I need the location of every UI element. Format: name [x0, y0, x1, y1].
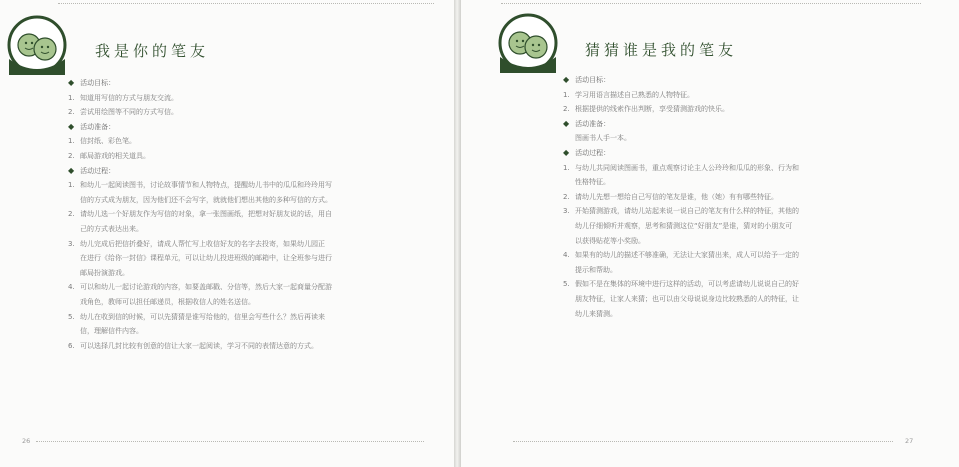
list-item-number: 5.	[563, 280, 570, 289]
list-item-continuation: 提示和帮助。	[575, 265, 617, 274]
list-item-text: 和幼儿一起阅读图书，讨论故事情节和人物特点，提醒幼儿书中的瓜瓜和玲玲用写	[80, 181, 332, 190]
section-heading-text: 活动过程：	[80, 166, 116, 175]
list-item	[68, 105, 448, 120]
list-item-number: 2.	[68, 108, 75, 117]
section-heading-text: 活动目标：	[80, 79, 116, 87]
list-item-continuation: 性格特征。	[575, 178, 610, 187]
list-item-continuation: 以获得贴花等小奖励。	[575, 236, 645, 245]
list-item-continuation: 信，理解信件内容。	[80, 327, 143, 336]
list-item	[563, 88, 953, 103]
list-item-continuation: 朋友特征，让家人来猜；也可以由父母说说身边比较熟悉的人的特征，让	[575, 294, 799, 303]
list-item-continuation: 幼儿仔细倾听并观察，思考和猜测这位“好朋友”是谁，猜对的小朋友可	[575, 221, 793, 230]
list-item-text: 根据提供的线索作出判断，享受猜测游戏的快乐。	[575, 105, 729, 114]
list-item-number: 1.	[68, 181, 75, 190]
list-item-continuation: 戏角色，教师可以担任邮递员，根据收信人的姓名送信。	[80, 297, 255, 306]
list-item-text: 请幼儿先想一想给自己写信的笔友是谁，他（她）有有哪些特征。	[575, 192, 778, 201]
list-item-number: 3.	[563, 207, 570, 216]
list-item-text: 信封纸、彩色笔。	[80, 137, 136, 146]
list-item	[68, 280, 448, 295]
section-heading	[68, 164, 448, 179]
list-item	[563, 102, 953, 117]
list-item	[68, 149, 448, 164]
diamond-bullet-icon: ◆	[563, 75, 570, 84]
diamond-bullet-icon: ◆	[68, 78, 75, 87]
list-item-continuation: 信的方式成为朋友，因为他们还不会写字，就就他们想出其他的多种写信的方式。	[80, 195, 332, 204]
list-item	[68, 310, 448, 325]
diamond-bullet-icon: ◆	[563, 118, 570, 128]
top-dotted-rule	[58, 3, 434, 4]
list-item-number: 2.	[68, 151, 75, 160]
list-item	[68, 207, 448, 222]
list-item	[68, 134, 448, 149]
left-page-body	[68, 76, 448, 353]
list-item	[563, 248, 953, 263]
list-item	[68, 339, 448, 354]
list-item-text: 请幼儿选一个好朋友作为写信的对象，拿一张图画纸，把想对好朋友说的话，用自	[80, 210, 332, 219]
list-item-continuation: 邮局扮演游戏。	[80, 268, 129, 277]
right-page	[461, 0, 959, 467]
list-item-number: 2.	[68, 210, 75, 219]
list-item-text: 如果有的幼儿的描述不够准确，无法让大家猜出来，成人可以给予一定的	[575, 251, 799, 260]
bottom-dotted-rule	[36, 441, 424, 442]
list-item-text: 幼儿在收到信的时候，可以先猜猜是谁写给他的，信里会写些什么？然后再读来	[80, 312, 325, 321]
list-item	[563, 161, 953, 176]
list-item-number: 2.	[563, 105, 570, 114]
list-item-number: 1.	[563, 163, 570, 172]
page-title: 我是你的笔友	[95, 42, 210, 60]
diamond-bullet-icon: ◆	[68, 165, 75, 175]
list-item-text: 可以选择几封比较有创意的信让大家一起阅读，学习不同的表情达意的方式。	[80, 341, 318, 350]
list-item-continuation: 己的方式表达出来。	[80, 224, 143, 233]
section-heading-text: 活动过程：	[575, 148, 611, 157]
list-item-number: 4.	[563, 251, 570, 260]
list-item-text: 学习用语言描述自己熟悉的人物特征。	[575, 90, 694, 99]
list-item-number: 3.	[68, 239, 75, 248]
book-gutter	[454, 0, 461, 467]
section-heading	[68, 76, 448, 91]
list-item-text: 知道用写信的方式与朋友交流。	[80, 93, 178, 102]
activity-logo-icon	[7, 15, 67, 75]
list-item-number: 4.	[68, 283, 75, 292]
page-number: 27	[905, 437, 914, 445]
left-page	[0, 0, 454, 467]
diamond-bullet-icon: ◆	[68, 121, 75, 131]
list-item-text: 假如不是在集体的环境中进行这样的活动，可以考虑请幼儿说说自己的好	[575, 280, 799, 289]
bottom-dotted-rule	[513, 441, 893, 442]
section-heading-text: 活动目标：	[575, 76, 611, 84]
list-item-continuation: 在进行《给你一封信》课程单元，可以让幼儿投进班级的邮箱中，让全班参与进行	[80, 254, 332, 263]
list-item-text: 邮局游戏的相关道具。	[80, 151, 150, 160]
list-item	[563, 277, 953, 292]
page-number: 26	[22, 437, 31, 445]
list-item-number: 1.	[68, 93, 75, 102]
list-item-number: 1.	[563, 90, 570, 99]
list-item-number: 1.	[68, 137, 75, 146]
list-item	[68, 237, 448, 252]
list-item-text: 可以和幼儿一起讨论游戏的内容，如要盖邮戳、分信等，然后大家一起商量分配游	[80, 283, 332, 292]
list-item-text: 与幼儿共同阅读图画书，重点观察讨论主人公玲玲和瓜瓜的形象、行为和	[575, 163, 799, 172]
diamond-bullet-icon: ◆	[563, 147, 570, 157]
section-heading	[563, 117, 953, 132]
section-heading	[68, 120, 448, 135]
list-item-continuation: 图画书人手一本。	[575, 134, 631, 143]
list-item	[68, 91, 448, 106]
section-heading	[563, 146, 953, 161]
list-item-number: 6.	[68, 341, 75, 350]
list-item-text: 开始猜测游戏，请幼儿站起来说一说自己的笔友有什么样的特征，其他的	[575, 207, 799, 216]
section-heading	[563, 73, 953, 88]
list-item-number: 5.	[68, 312, 75, 321]
list-item	[563, 190, 953, 205]
list-item	[563, 204, 953, 219]
activity-logo-icon	[498, 13, 558, 73]
list-item	[68, 178, 448, 193]
list-item-number: 2.	[563, 192, 570, 201]
list-item-continuation: 幼儿来猜测。	[575, 309, 617, 318]
list-item-text: 尝试用绘图等不同的方式写信。	[80, 108, 178, 117]
page-title: 猜猜谁是我的笔友	[585, 41, 738, 59]
section-heading-text: 活动准备：	[80, 122, 116, 131]
section-heading-text: 活动准备：	[575, 119, 611, 128]
right-page-body	[563, 73, 953, 321]
top-dotted-rule	[501, 3, 921, 4]
list-item-text: 幼儿完成后把信折叠好，请成人帮忙写上收信好友的名字去投寄，如果幼儿园正	[80, 239, 325, 248]
